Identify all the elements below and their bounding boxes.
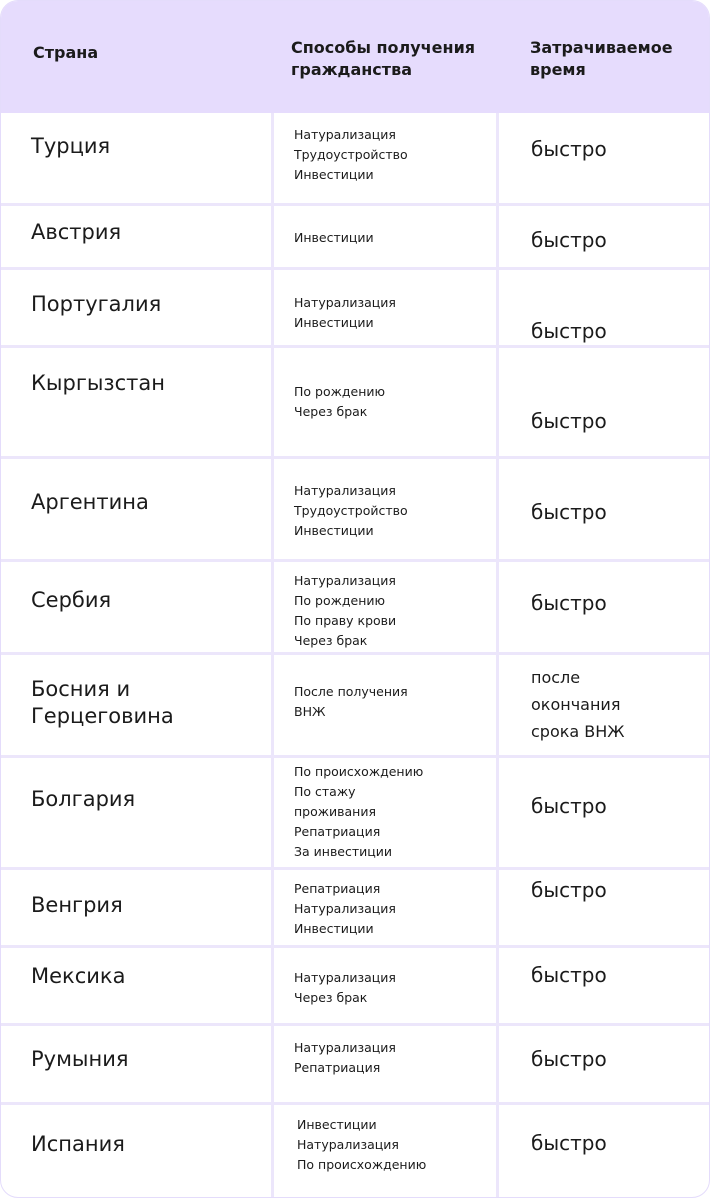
- country-cell: Румыния: [31, 1047, 129, 1071]
- method-item: Трудоустройство: [294, 503, 408, 518]
- country-cell: Босния и Герцеговина: [31, 677, 174, 728]
- time-cell: быстро: [531, 963, 607, 987]
- method-item: Через брак: [294, 633, 368, 648]
- country-cell: Испания: [31, 1132, 125, 1156]
- column-divider-2: [496, 113, 499, 1198]
- country-cell: Мексика: [31, 964, 126, 988]
- method-item: Инвестиции: [294, 230, 374, 245]
- country-cell: Болгария: [31, 787, 136, 811]
- method-item: Натурализация: [294, 483, 396, 498]
- methods-cell: [294, 125, 408, 185]
- methods-cell: [294, 879, 396, 939]
- header-methods: Способы получения гражданства: [291, 38, 476, 79]
- methods-cell: [297, 1115, 426, 1175]
- methods-cell: [294, 762, 423, 862]
- method-item: ВНЖ: [294, 704, 326, 719]
- time-cell: быстро: [531, 1047, 607, 1071]
- row-divider: [1, 755, 709, 758]
- country-cell: Аргентина: [31, 490, 149, 514]
- table-header: [1, 1, 709, 113]
- method-item: За инвестиции: [294, 844, 393, 859]
- method-item: Инвестиции: [294, 167, 374, 182]
- methods-cell: [294, 228, 374, 248]
- method-item: Репатриация: [294, 881, 381, 896]
- time-cell: быстро: [531, 319, 607, 343]
- method-item: Трудоустройство: [294, 147, 408, 162]
- method-item: Через брак: [294, 404, 368, 419]
- method-item: Инвестиции: [294, 523, 374, 538]
- time-cell: быстро: [531, 878, 607, 902]
- row-divider: [1, 559, 709, 562]
- header-time: Затрачиваемое время: [530, 38, 673, 79]
- method-item: Натурализация: [294, 901, 396, 916]
- methods-cell: [294, 293, 396, 333]
- country-cell: Венгрия: [31, 893, 123, 917]
- row-divider: [1, 652, 709, 655]
- country-cell: Португалия: [31, 292, 162, 316]
- method-item: По происхождению: [297, 1157, 427, 1172]
- methods-cell: [294, 571, 396, 651]
- method-item: проживания: [294, 804, 376, 819]
- row-divider: [1, 945, 709, 948]
- method-item: Через брак: [294, 990, 368, 1005]
- method-item: Репатриация: [294, 1060, 381, 1075]
- time-cell: быстро: [531, 794, 607, 818]
- time-cell: быстро: [531, 500, 607, 524]
- time-cell: быстро: [531, 137, 607, 161]
- row-divider: [1, 1023, 709, 1026]
- time-cell: после окончания срока ВНЖ: [531, 668, 625, 741]
- time-cell: быстро: [531, 1131, 607, 1155]
- time-cell: быстро: [531, 591, 607, 615]
- country-cell: Австрия: [31, 220, 122, 244]
- method-item: Инвестиции: [297, 1117, 377, 1132]
- method-item: Репатриация: [294, 824, 381, 839]
- method-item: По праву крови: [294, 613, 397, 628]
- time-cell: быстро: [531, 228, 607, 252]
- method-item: По происхождению: [294, 764, 424, 779]
- header-country: Страна: [33, 43, 99, 62]
- country-cell: Сербия: [31, 588, 112, 612]
- row-divider: [1, 1102, 709, 1105]
- row-divider: [1, 267, 709, 270]
- methods-cell: [294, 968, 396, 1008]
- method-item: Инвестиции: [294, 921, 374, 936]
- methods-cell: [294, 682, 408, 722]
- method-item: Натурализация: [294, 970, 396, 985]
- method-item: Натурализация: [294, 127, 396, 142]
- row-divider: [1, 203, 709, 206]
- method-item: Инвестиции: [294, 315, 374, 330]
- country-cell: Турция: [31, 134, 111, 158]
- method-item: Натурализация: [294, 1040, 396, 1055]
- method-item: По рождению: [294, 384, 386, 399]
- row-divider: [1, 867, 709, 870]
- method-item: Натурализация: [297, 1137, 399, 1152]
- country-cell: Кыргызстан: [31, 371, 165, 395]
- method-item: После получения: [294, 684, 408, 699]
- methods-cell: [294, 1038, 396, 1078]
- method-item: По стажу: [294, 784, 356, 799]
- method-item: Натурализация: [294, 573, 396, 588]
- row-divider: [1, 345, 709, 348]
- method-item: Натурализация: [294, 295, 396, 310]
- row-divider: [1, 456, 709, 459]
- column-divider-1: [271, 113, 274, 1198]
- time-cell: быстро: [531, 409, 607, 433]
- method-item: По рождению: [294, 593, 386, 608]
- methods-cell: [294, 382, 385, 422]
- methods-cell: [294, 481, 408, 541]
